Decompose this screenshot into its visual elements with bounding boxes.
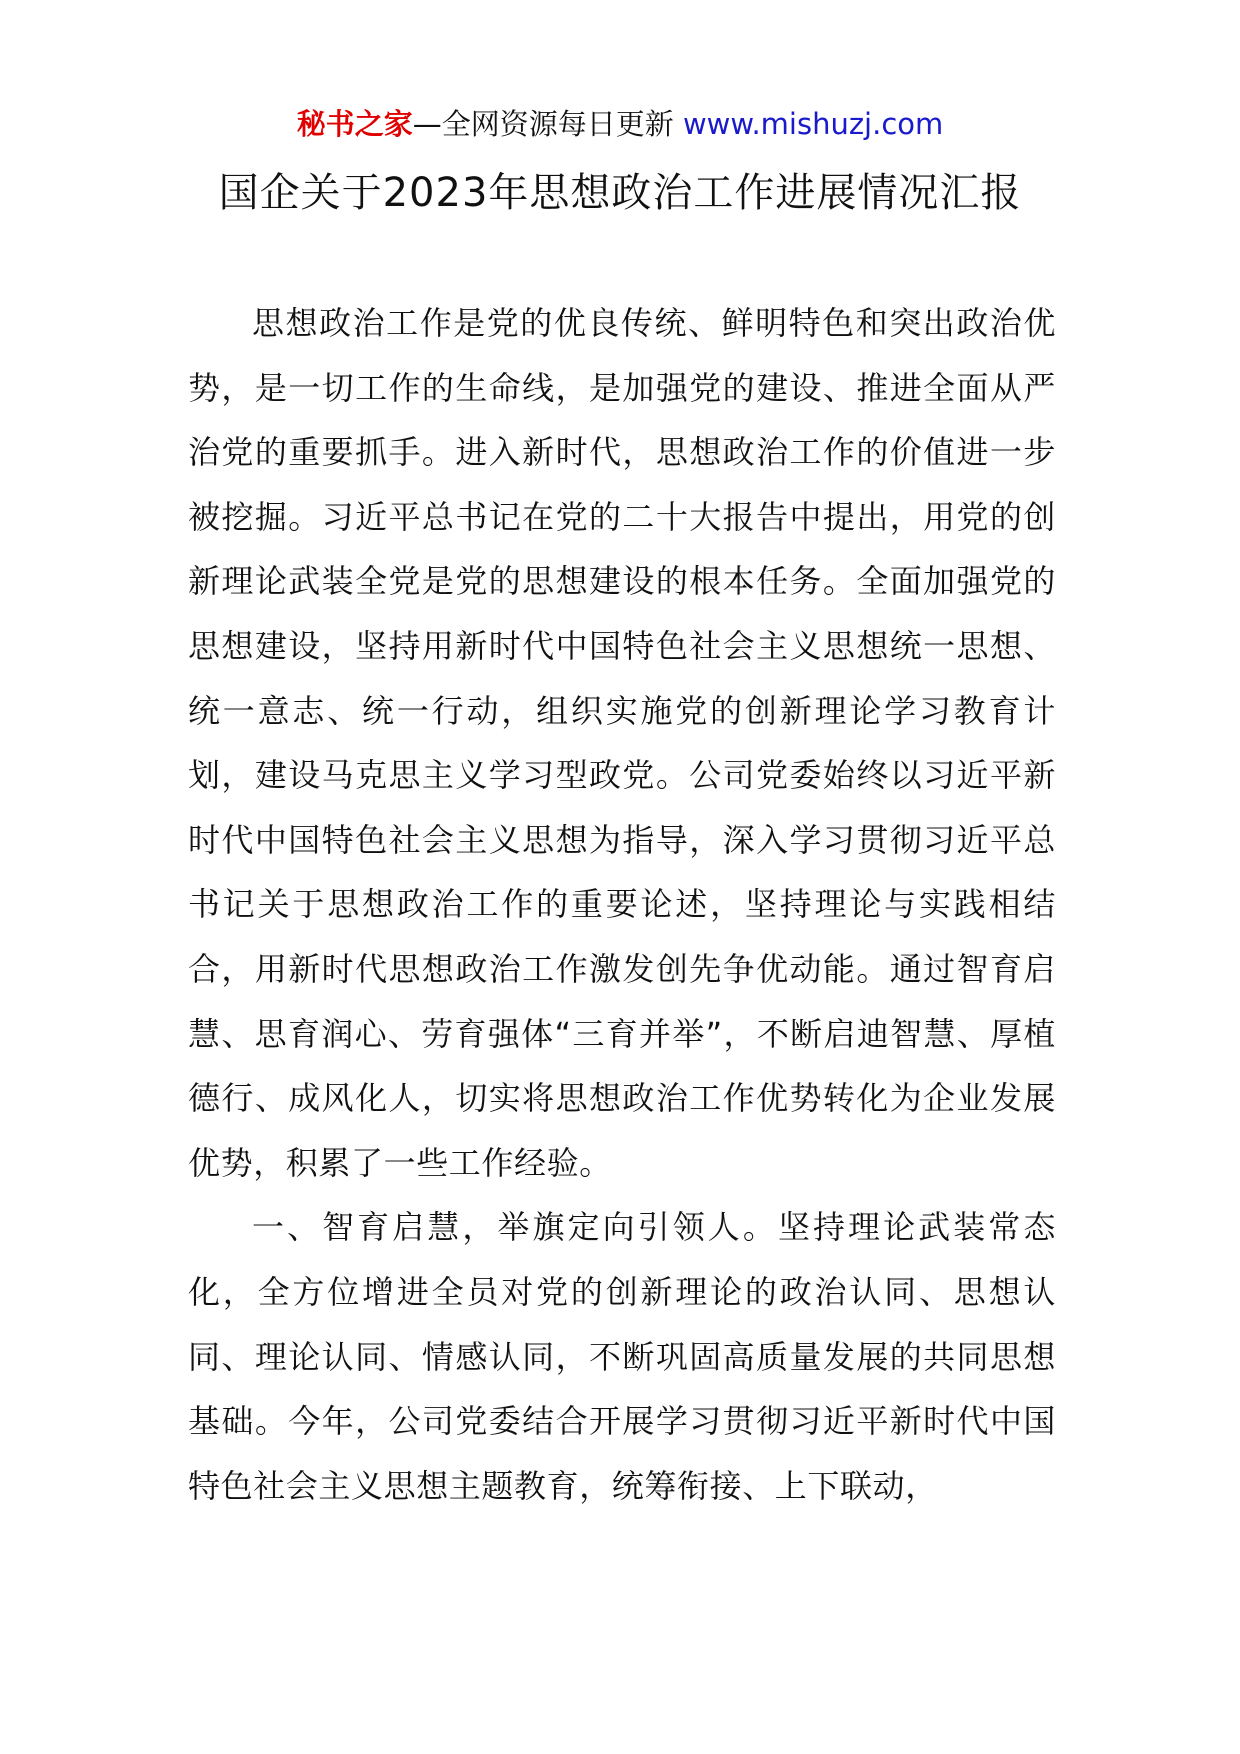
document-body xyxy=(188,291,1056,1518)
paragraph-section-1-text: 坚持理论武装常态化，全方位增进全员对党的创新理论的政治认同、思想认同、理论认同、情感认同，不断巩固高质量发展的共同思想基础。今年，公司党委结合开展学习贯彻习近平新时代中国特色社会主义思想主题教育，统筹衔接、上下联动， xyxy=(188,1208,1056,1505)
paragraph-intro-text: 思想政治工作是党的优良传统、鲜明特色和突出政治优势，是一切工作的生命线，是加强党的建设、推进全面从严治党的重要抓手。进入新时代，思想政治工作的价值进一步被挖掘。习近平总书记在党的二十大报告中提出，用党的创新理论武装全党是党的思想建设的根本任务。全面加强党的思想建设，坚持用新时代中国特色社会主义思想统一思想、统一意志、统一行动，组织实施党的创新理论学习教育计划，建设马克思主义学习型政党。公司党委始终以习近平新时代中国特色社会主义思想为指导，深入学习贯彻习近平总书记关于思想政治工作的重要论述，坚持理论与实践相结合，用新时代思想政治工作激发创先争优动能。通过智育启慧、思育润心、劳育强体“三育并举”，不断启迪智慧、厚植德行、成风化人，切实将思想政治工作优势转化为企业发展优势，积累了一些工作经验。 xyxy=(188,304,1056,1182)
paragraph-section-1 xyxy=(188,1195,1056,1518)
paragraph-intro xyxy=(188,291,1056,1195)
section-1-heading: 一、智育启慧，举旗定向引领人。 xyxy=(252,1208,778,1247)
document-title: 国企关于2023年思想政治工作进展情况汇报 xyxy=(218,170,1022,216)
banner-brand: 秘书之家 xyxy=(296,107,413,141)
site-banner xyxy=(0,104,1240,144)
banner-tagline: —全网资源每日更新 xyxy=(412,107,683,141)
banner-url-link[interactable]: www.mishuzj.com xyxy=(682,107,944,141)
